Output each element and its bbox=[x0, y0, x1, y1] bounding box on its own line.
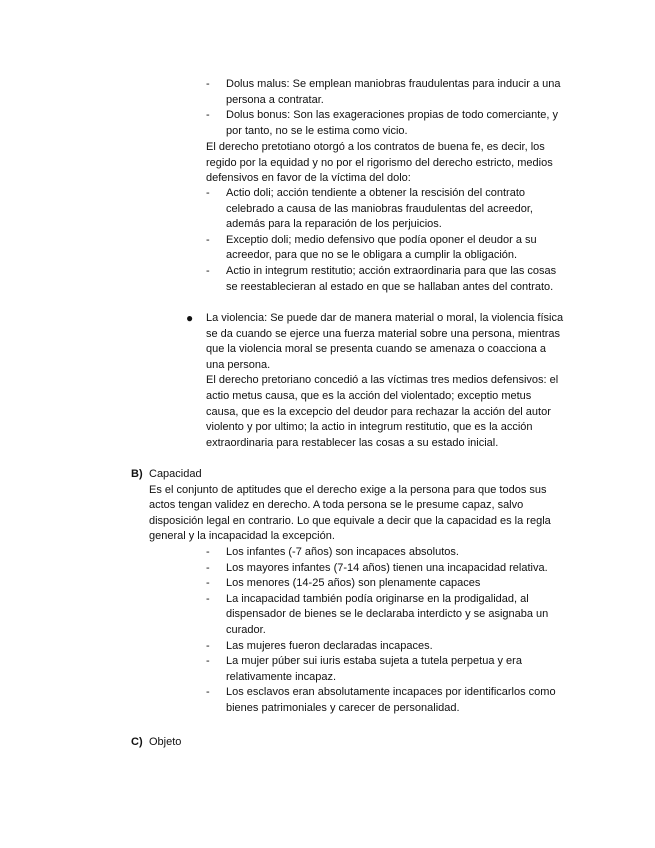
capacidad-list bbox=[206, 545, 566, 717]
list-item bbox=[206, 108, 566, 139]
dash-marker: - bbox=[206, 546, 210, 558]
dash-marker: - bbox=[206, 78, 210, 90]
dash-marker: - bbox=[206, 109, 210, 122]
section-letter: C) bbox=[131, 736, 143, 748]
list-item-text: Dolus bonus: Son las exageraciones propias de todo comerciante, y por tanto, no se le estima como vicio. bbox=[226, 109, 559, 137]
section-heading: Capacidad bbox=[149, 468, 202, 480]
list-item-text: Las mujeres fueron declaradas incapaces. bbox=[226, 639, 433, 652]
list-item bbox=[206, 639, 566, 655]
list-item bbox=[206, 576, 566, 592]
list-item-text: La mujer púber sui iuris estaba sujeta a tutela perpetua y era relativamente incapaz. bbox=[226, 655, 522, 683]
list-item-text: Los esclavos eran absolutamente incapaces por identificarlos como bienes patrimoniales y carecer de personalidad. bbox=[226, 686, 556, 714]
dolo-remedies-intro: El derecho pretotiano otorgó a los contratos de buena fe, es decir, los regido por la equidad y no por el rigorismo del derecho estricto, medios defensivos en favor de la víctima del dolo: bbox=[206, 141, 553, 185]
dash-marker: - bbox=[206, 655, 210, 668]
list-item-text: Los mayores infantes (7-14 años) tienen una incapacidad relativa. bbox=[226, 561, 548, 574]
list-item-text: Actio in integrum restitutio; acción extraordinaria para que las cosas se reestablecieran al estado en que se hallaban antes del contrato. bbox=[226, 264, 557, 293]
violencia-remedies-paragraph: El derecho pretoriano concedió a las víctimas tres medios defensivos: el actio metus causa, que es la acción del violentado; exceptio metus causa, que es la excepcio del deudor para rechazar la acción del autor violento y por ultimo; la actio in integrum restitutio, que es la acción extraordinaria para restablecer las cosas a su estado inicial. bbox=[206, 374, 559, 449]
list-item-text: Exceptio doli; medio defensivo que podía oponer el deudor a su acreedor, para que no se le obligara a cumplir la obligación. bbox=[226, 233, 537, 262]
dash-marker: - bbox=[206, 639, 210, 652]
dolus-types-list bbox=[206, 77, 566, 139]
list-item bbox=[206, 654, 566, 685]
capacidad-intro: Es el conjunto de aptitudes que el derecho exige a la persona para que todos sus actos tengan validez en derecho. A toda persona se le presume capaz, salvo disposición legal en contrario. Lo que equivale a decir que la capacidad es la regla general y la incapacidad la excepción. bbox=[149, 483, 551, 543]
section-heading: Objeto bbox=[149, 736, 182, 748]
list-item-text: Dolus malus: Se emplean maniobras fraudulentas para inducir a una persona a contratar. bbox=[226, 78, 561, 106]
dash-marker: - bbox=[206, 561, 210, 574]
list-item-text: Los infantes (-7 años) son incapaces absolutos. bbox=[226, 546, 459, 558]
capacidad-section bbox=[131, 467, 569, 545]
dash-marker: - bbox=[206, 233, 210, 246]
list-item bbox=[206, 561, 566, 577]
dash-marker: - bbox=[206, 577, 210, 590]
list-item bbox=[206, 545, 566, 561]
list-item-text: Los menores (14-25 años) son plenamente capaces bbox=[226, 577, 481, 590]
dash-marker: - bbox=[206, 187, 210, 199]
violencia-bullet-item bbox=[186, 311, 566, 451]
list-item-text: La incapacidad también podía originarse en la prodigalidad, al dispensador de bienes se le declaraba interdicto y se asignaba un curador. bbox=[226, 592, 549, 636]
list-item-text: Actio doli; acción tendiente a obtener la rescisión del contrato celebrado a causa de las maniobras fraudulentas del acreedor, además para la reparación de los perjuicios. bbox=[226, 187, 533, 231]
section-letter: B) bbox=[131, 468, 143, 480]
list-item bbox=[206, 233, 566, 264]
violencia-text: La violencia: Se puede dar de manera material o moral, la violencia física se da cuando se ejerce una fuerza material sobre una persona, mientras que la violencia moral se presenta cuando se amenaza o coacciona a una persona. bbox=[206, 312, 564, 371]
dash-marker: - bbox=[206, 592, 210, 605]
objeto-section bbox=[131, 735, 449, 751]
bullet-marker: ● bbox=[186, 311, 194, 325]
list-item bbox=[206, 77, 566, 108]
dolo-remedies-list bbox=[206, 186, 566, 295]
dash-marker: - bbox=[206, 264, 210, 277]
dash-marker: - bbox=[206, 686, 210, 699]
list-item bbox=[206, 186, 566, 233]
list-item bbox=[206, 685, 566, 716]
list-item bbox=[206, 592, 566, 639]
list-item bbox=[206, 264, 566, 295]
